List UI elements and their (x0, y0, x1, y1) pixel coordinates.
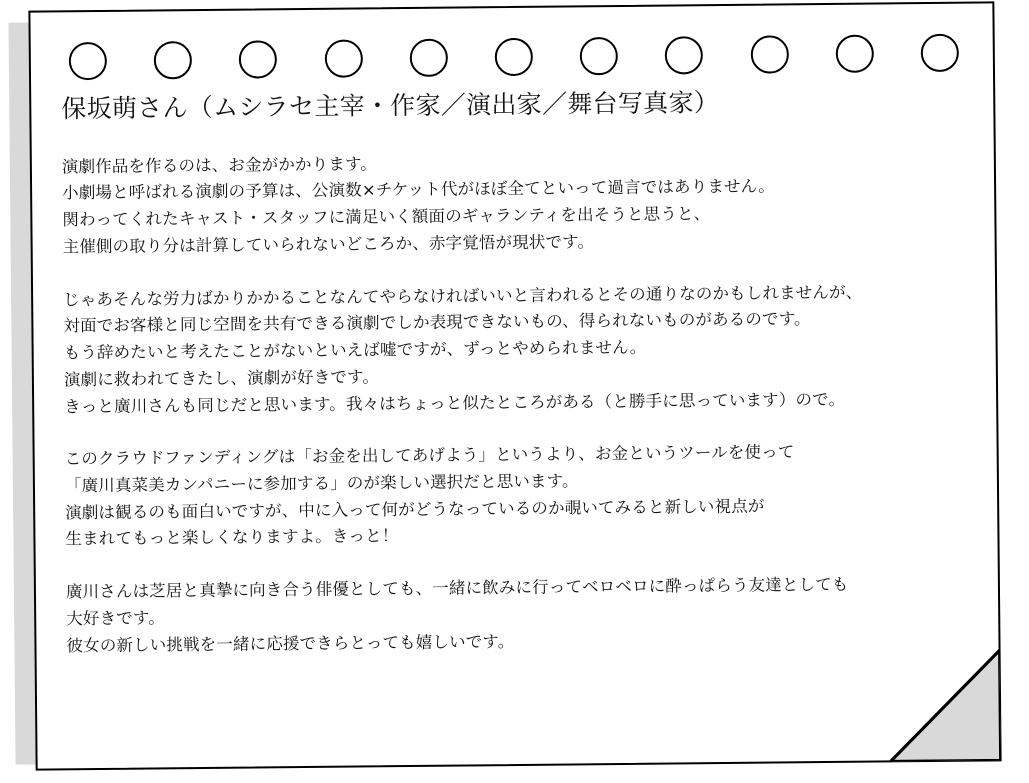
text-line: じゃあそんな労力ばかりかかることなんてやらなければいいと言われるとその通りなのかもしれませんが、 (63, 282, 863, 309)
punch-hole (750, 35, 788, 73)
folded-corner-icon (888, 648, 1001, 761)
text-line: 演劇作品を作るのは、お金がかかります。 (61, 154, 377, 177)
text-line: 彼女の新しい挑戦を一緒に応援できらとっても嬉しいです。 (66, 631, 515, 655)
paragraph (66, 571, 967, 660)
paragraph (65, 438, 966, 554)
punch-hole (239, 40, 277, 78)
text-line: 大好きです。 (66, 608, 165, 629)
text-line: 対面でお客様と同じ空間を共有できる演劇でしか表現できないもの、得られないものがあるのです。 (63, 309, 811, 336)
page-title: 保坂萌さん（ムシラセ主宰・作家／演出家／舞台写真家） (61, 88, 720, 124)
paragraph (62, 145, 963, 261)
text-line: 演劇に救われてきたし、演劇が好きです。 (63, 367, 380, 390)
punch-hole (921, 34, 959, 72)
punch-hole (835, 35, 873, 73)
text-line: 生まれてもっと楽しくなりますよ。きっと！ (65, 526, 399, 549)
punch-hole-row (69, 34, 959, 81)
punch-hole (69, 42, 107, 80)
text-line: もう辞めたいと考えたことがないといえば嘘ですが、ずっとやめられません。 (63, 337, 647, 363)
text-line: 廣川さんは芝居と真摯に向き合う俳優としても、一緒に飲みに行ってベロベロに酔っぱらう友達としても (65, 574, 849, 602)
punch-hole (580, 37, 618, 75)
text-line: 関わってくれたキャスト・スタッフに満足いく額面のギャランティを出そうと思うと、 (62, 204, 711, 230)
text-line: このクラウドファンディングは「お金を出してあげよう」というより、お金というツールを使って (64, 442, 795, 469)
punch-hole (665, 36, 703, 74)
document-body (61, 84, 966, 660)
text-line: 小劇場と呼ばれる演劇の予算は、公演数×チケット代がほぼ全てといって過言ではありません。 (62, 176, 775, 203)
punch-hole (409, 39, 447, 77)
text-line: きっと廣川さんも同じだと思います。我々はちょっと似たところがある（と勝手に思っています）ので。 (64, 389, 846, 416)
paragraph-list (62, 145, 967, 659)
text-line: 演劇は観るのも面白いですが、中に入って何がどうなっているのか覗いてみると新しい視点が (65, 496, 765, 522)
paragraph (63, 278, 964, 420)
punch-hole (324, 39, 362, 77)
punch-hole (154, 41, 192, 79)
paper-sheet (28, 1, 1001, 770)
punch-hole (495, 38, 533, 76)
text-line: 「廣川真菜美カンパニーに参加する」のが楽しい選択だと思います。 (64, 471, 579, 496)
text-line: 主催側の取り分は計算していられないどころか、赤字覚悟が現状です。 (62, 232, 595, 257)
